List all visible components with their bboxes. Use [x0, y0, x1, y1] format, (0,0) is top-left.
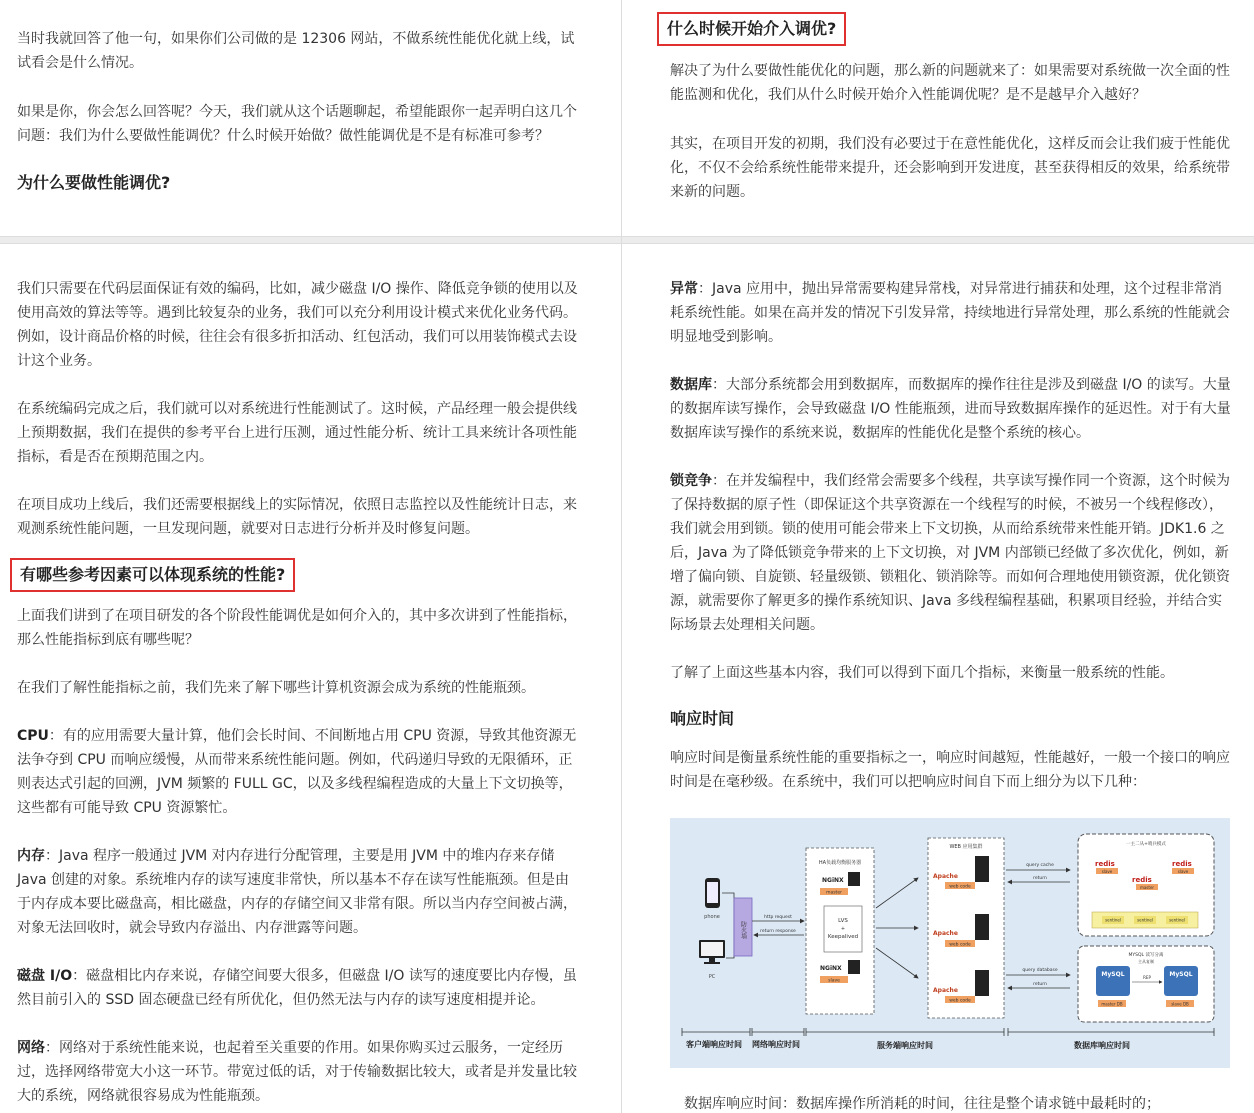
- architecture-diagram: [670, 818, 1230, 1068]
- return-label: return: [1033, 876, 1047, 881]
- apache-logo: Apache: [933, 930, 958, 937]
- lock-paragraph: [670, 469, 1235, 637]
- server-icon: [848, 960, 860, 974]
- database-paragraph: [670, 373, 1235, 445]
- slave-label: slave: [1101, 869, 1113, 874]
- section-heading-highlighted: 什么时候开始介入调优?: [657, 12, 846, 46]
- pc-icon: [699, 940, 725, 964]
- section-heading: 响应时间: [670, 709, 735, 728]
- slave-label: slave: [1177, 869, 1189, 874]
- mysql-title: MYSQL 读写分离: [1128, 953, 1164, 958]
- ha-title: HA负载均衡服务器: [818, 860, 862, 866]
- section-heading: 为什么要做性能调优?: [17, 173, 171, 192]
- lock-term: 锁竞争: [670, 473, 712, 489]
- paragraph: 当时我就回答了他一句，如果你们公司做的是 12306 网站，不做系统性能优化就上线，试试看会是什么情况。: [17, 31, 575, 71]
- nginx-slave-logo: NGiNX: [820, 965, 842, 972]
- paragraph: 在项目成功上线后，我们还需要根据线上的实际情况，依照日志监控以及性能统计日志，来观测系统性能问题，一旦发现问题，就要对日志进行分析并及时修复问题。: [17, 497, 577, 537]
- exception-text: ：Java 应用中，抛出异常需要构建异常栈，对异常进行捕获和处理，这个过程非常消耗系统性能。如果在高并发的情况下引发异常，持续地进行异常处理，那么系统的性能就会明显地受到影响。: [670, 281, 1230, 345]
- server-icon: [848, 872, 860, 886]
- server-response-time-label: 服务端响应时间: [877, 1041, 933, 1050]
- web-code-label: web code: [949, 884, 971, 890]
- server-icon: [975, 914, 989, 940]
- panel-divider-horizontal: [0, 236, 1254, 244]
- slave-label: slave: [828, 978, 840, 984]
- database-text: ：大部分系统都会用到数据库，而数据库的操作往往是涉及到磁盘 I/O 的读写。大量的数据库读写操作，会导致磁盘 I/O 性能瓶颈，进而导致数据库操作的延迟性。对于有大量数据库读写操作的系统来说，数据库的性能优化是整个系统的核心。: [670, 377, 1231, 441]
- paragraph: 了解了上面这些基本内容，我们可以得到下面几个指标，来衡量一般系统的性能。: [670, 665, 1174, 681]
- keepalived-label: Keepalived: [827, 934, 859, 940]
- network-response-time-label: 网络响应时间: [752, 1040, 800, 1049]
- network-term: 网络: [17, 1040, 45, 1056]
- lvs-label: LVS: [838, 918, 848, 924]
- return-label: return: [1033, 982, 1047, 987]
- return-response-label: return response: [760, 929, 796, 934]
- query-database-label: query database: [1022, 968, 1058, 973]
- mysql-logo: MySQL: [1101, 971, 1125, 978]
- cpu-term: CPU: [17, 728, 49, 744]
- http-request-label: http request: [764, 915, 792, 920]
- memory-term: 内存: [17, 848, 45, 864]
- sentinel-label: sentinel: [1105, 917, 1121, 923]
- master-db-label: master DB: [1101, 1001, 1123, 1007]
- network-paragraph: [17, 1036, 582, 1108]
- memory-paragraph: [17, 844, 582, 940]
- paragraph: 数据库响应时间：数据库操作所消耗的时间，往往是整个请求链中最耗时的；: [684, 1096, 1160, 1112]
- master-label: master: [1139, 885, 1155, 890]
- bottom-left-panel: [0, 245, 621, 1113]
- server-icon: [975, 856, 989, 882]
- phone-icon: [705, 878, 720, 908]
- slave-db-label: slave DB: [1171, 1001, 1189, 1007]
- paragraph: 响应时间是衡量系统性能的重要指标之一，响应时间越短，性能越好，一般一个接口的响应时间是在毫秒级。在系统中，我们可以把响应时间自下而上细分为以下几种：: [670, 750, 1230, 790]
- memory-text: ：Java 程序一般通过 JVM 对内存进行分配管理，主要是用 JVM 中的堆内存来存储 Java 创建的对象。系统堆内存的读写速度非常快，所以基本不存在读写性能瓶颈。但是由于内存成本要比磁盘高，相比磁盘，内存的存储空间又非常有限。所以当内存空间被占满，对象无法回收时，就会导致内存溢出、内存泄露等问题。: [17, 848, 577, 936]
- disk-text: ：磁盘相比内存来说，存储空间要大很多，但磁盘 I/O 读写的速度要比内存慢，虽然目前引入的 SSD 固态硬盘已经有所优化，但仍然无法与内存的读写速度相提并论。: [17, 968, 577, 1008]
- web-code-label: web code: [949, 998, 971, 1004]
- disk-paragraph: [17, 964, 582, 1012]
- server-icon: [975, 970, 989, 996]
- exception-term: 异常: [670, 281, 698, 297]
- phone-label: phone: [704, 914, 720, 920]
- top-right-panel: [622, 0, 1254, 236]
- web-code-label: web code: [949, 942, 971, 948]
- plus-label: +: [840, 926, 846, 932]
- sentinel-label: sentinel: [1137, 917, 1153, 923]
- top-left-panel: [0, 0, 621, 236]
- client-response-time-label: 客户端响应时间: [686, 1040, 742, 1049]
- pc-label: PC: [708, 974, 716, 980]
- mysql-logo: MySQL: [1169, 971, 1193, 978]
- web-title: WEB 应用集群: [949, 844, 983, 850]
- firewall-label: 防火墙: [739, 921, 747, 939]
- paragraph: 在系统编码完成之后，我们就可以对系统进行性能测试了。这时候，产品经理一般会提供线上预期数据，我们在提供的参考平台上进行压测，通过性能分析、统计工具来统计各项性能指标，看是否在预期范围之内。: [17, 401, 577, 465]
- cpu-paragraph: [17, 724, 582, 820]
- redis-logo: redis: [1132, 876, 1152, 884]
- redis-logo: redis: [1172, 860, 1192, 868]
- mysql-subtitle: 主从复制: [1138, 959, 1154, 964]
- paragraph: 解决了为什么要做性能优化的问题，那么新的问题就来了：如果需要对系统做一次全面的性能监测和优化，我们从什么时候开始介入性能调优呢？是不是越早介入越好？: [670, 63, 1230, 103]
- apache-logo: Apache: [933, 873, 958, 880]
- paragraph: 其实，在项目开发的初期，我们没有必要过于在意性能优化，这样反而会让我们疲于性能优化，不仅不会给系统性能带来提升，还会影响到开发进度，甚至获得相反的效果，给系统带来新的问题。: [670, 136, 1230, 200]
- sentinel-label: sentinel: [1169, 917, 1185, 923]
- rep-label: REP: [1143, 975, 1151, 980]
- paragraph: 我们只需要在代码层面保证有效的编码，比如，减少磁盘 I/O 操作、降低竞争锁的使用以及使用高效的算法等等。遇到比较复杂的业务，我们可以充分利用设计模式来优化业务代码。例如，设计商品价格的时候，往往会有很多折扣活动、红包活动，我们可以用装饰模式去设计这个业务。: [17, 281, 578, 369]
- disk-term: 磁盘 I/O: [17, 968, 73, 984]
- database-response-time-label: 数据库响应时间: [1074, 1041, 1130, 1050]
- database-term: 数据库: [670, 377, 712, 393]
- network-text: ：网络对于系统性能来说，也起着至关重要的作用。如果你购买过云服务，一定经历过，选择网络带宽大小这一环节。带宽过低的话，对于传输数据比较大，或者是并发量比较大的系统，网络就很容易成为性能瓶颈。: [17, 1040, 577, 1104]
- lock-text: ：在并发编程中，我们经常会需要多个线程，共享读写操作同一个资源，这个时候为了保持数据的原子性（即保证这个共享资源在一个线程写的时候，不被另一个线程修改），我们就会用到锁。锁的使用可能会带来上下文切换，从而给系统带来性能开销。JDK1.6 之后，Java 为了降低锁竞争带来的上下文切换，对 JVM 内部锁已经做了多次优化，例如，新增了偏向锁、自旋锁、轻量级锁、锁粗化、锁消除等。而如何合理地使用锁资源，优化锁资源，就需要你了解更多的操作系统知识、Java 多线程编程基础，积累项目经验，并结合实际场景去处理相关问题。: [670, 473, 1230, 633]
- query-cache-label: query cache: [1026, 863, 1054, 868]
- paragraph: 在我们了解性能指标之前，我们先来了解下哪些计算机资源会成为系统的性能瓶颈。: [17, 680, 535, 696]
- exception-paragraph: [670, 277, 1235, 349]
- cpu-text: ：有的应用需要大量计算，他们会长时间、不间断地占用 CPU 资源，导致其他资源无法争夺到 CPU 而响应缓慢，从而带来系统性能问题。例如，代码递归导致的无限循环，正则表达式引起的回溯，JVM 频繁的 FULL GC，以及多线程编程造成的大量上下文切换等，这些都有可能导致 CPU 资源繁忙。: [17, 728, 577, 816]
- redis-logo: redis: [1095, 860, 1115, 868]
- master-label: master: [826, 890, 842, 896]
- paragraph: 上面我们讲到了在项目研发的各个阶段性能调优是如何介入的，其中多次讲到了性能指标，那么性能指标到底有哪些呢？: [17, 608, 577, 648]
- section-heading-highlighted: 有哪些参考因素可以体现系统的性能?: [10, 558, 295, 592]
- redis-title: 一主二从+哨兵模式: [1126, 842, 1166, 847]
- apache-logo: Apache: [933, 987, 958, 994]
- nginx-master-logo: NGiNX: [822, 877, 844, 884]
- paragraph: 如果是你，你会怎么回答呢？今天，我们就从这个话题聊起，希望能跟你一起弄明白这几个问题：我们为什么要做性能调优？什么时候开始做？做性能调优是不是有标准可参考？: [17, 104, 577, 144]
